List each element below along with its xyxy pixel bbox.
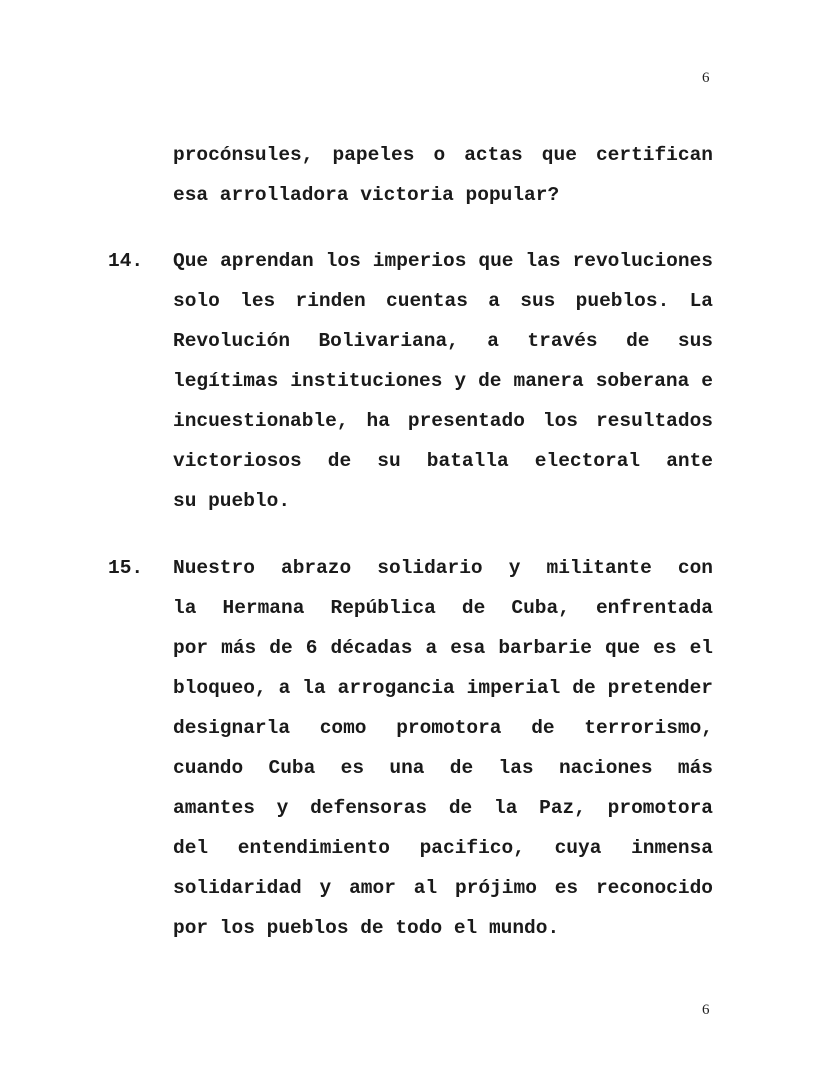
text-line: bloqueo, a la arrogancia imperial de pretender bbox=[173, 677, 713, 699]
text-line: legítimas instituciones y de manera soberana e bbox=[173, 370, 713, 392]
text-line: cuando Cuba es una de las naciones más bbox=[173, 757, 713, 779]
text-line: victoriosos de su batalla electoral ante bbox=[173, 450, 713, 472]
text-line: la Hermana República de Cuba, enfrentada bbox=[173, 597, 713, 619]
text-line: del entendimiento pacifico, cuya inmensa bbox=[173, 837, 713, 859]
text-line: amantes y defensoras de la Paz, promotora bbox=[173, 797, 713, 819]
text-line: su pueblo. bbox=[173, 490, 291, 512]
text-line: esa arrolladora victoria popular? bbox=[173, 184, 560, 206]
text-line: Nuestro abrazo solidario y militante con bbox=[173, 557, 713, 579]
text-line: Que aprendan los imperios que las revoluciones bbox=[173, 250, 713, 272]
text-line: por los pueblos de todo el mundo. bbox=[173, 917, 560, 939]
text-line: solidaridad y amor al prójimo es reconocido bbox=[173, 877, 713, 899]
item-number: 15. bbox=[108, 557, 144, 579]
item-number: 14. bbox=[108, 250, 144, 272]
page-number-top: 6 bbox=[702, 70, 710, 86]
text-line: solo les rinden cuentas a sus pueblos. La bbox=[173, 290, 713, 312]
text-line: incuestionable, ha presentado los resultados bbox=[173, 410, 713, 432]
text-line: por más de 6 décadas a esa barbarie que es el bbox=[173, 637, 713, 659]
text-line: Revolución Bolivariana, a través de sus bbox=[173, 330, 713, 352]
text-line: designarla como promotora de terrorismo, bbox=[173, 717, 713, 739]
text-line: procónsules, papeles o actas que certifican bbox=[173, 144, 713, 166]
page-number-bottom: 6 bbox=[702, 1002, 710, 1018]
